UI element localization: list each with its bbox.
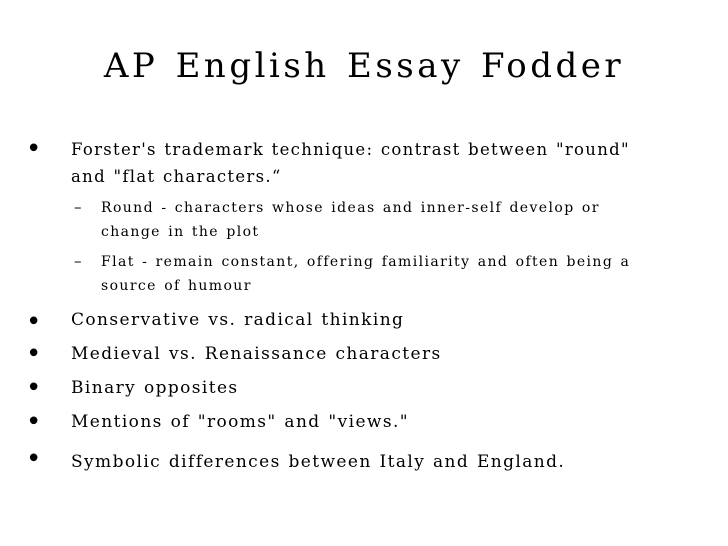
sub-bullet-line: Round - characters whose ideas and inner-self develop or bbox=[101, 200, 600, 216]
bullet-icon: • bbox=[26, 307, 42, 337]
bullet-text-medieval: Medieval vs. Renaissance characters bbox=[71, 344, 442, 364]
slide-title: AP English Essay Fodder bbox=[103, 46, 625, 86]
bullet-text-symbolic: Symbolic differences between Italy and England. bbox=[71, 452, 566, 472]
sub-bullet-line: Flat - remain constant, offering familiarity and often being a bbox=[101, 254, 631, 270]
dash-icon: – bbox=[74, 198, 82, 216]
sub-bullet-round bbox=[101, 196, 600, 244]
sub-bullet-flat bbox=[101, 250, 630, 298]
bullet-icon: • bbox=[26, 339, 42, 369]
bullet-text-rooms: Mentions of "rooms" and "views." bbox=[71, 412, 409, 432]
bullet-icon: • bbox=[26, 407, 42, 437]
bullet-icon: • bbox=[26, 373, 42, 403]
bullet-text-line: Forster's trademark technique: contrast between "round" bbox=[71, 140, 630, 159]
sub-bullet-line: change in the plot bbox=[101, 224, 260, 240]
bullet-text-line: and "flat characters.“ bbox=[71, 167, 282, 186]
sub-bullet-line: source of humour bbox=[101, 278, 252, 294]
bullet-text-binary: Binary opposites bbox=[71, 378, 239, 398]
bullet-icon: • bbox=[26, 134, 42, 164]
bullet-text-conservative: Conservative vs. radical thinking bbox=[71, 310, 405, 330]
dash-icon: – bbox=[74, 252, 82, 270]
bullet-icon: • bbox=[26, 444, 42, 474]
bullet-text-forster bbox=[71, 136, 630, 190]
